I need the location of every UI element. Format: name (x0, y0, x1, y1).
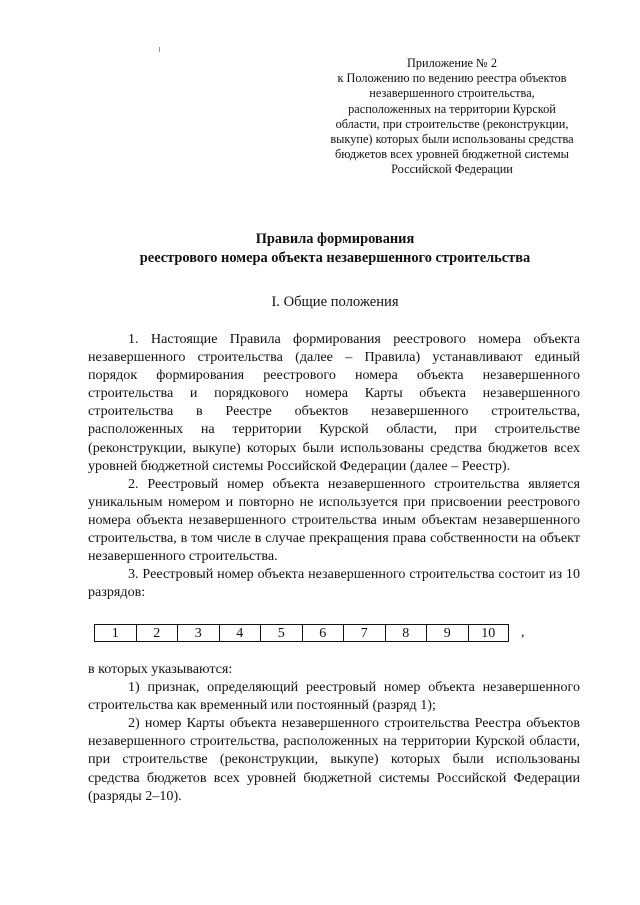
annex-line: выкупе) которых были использованы средства (330, 132, 574, 147)
annex-line: Российской Федерации (391, 162, 513, 177)
paragraph-5: 1) признак, определяющий реестровый номер объекта незавершенного строительства как временный или постоянный (разряд 1); (88, 679, 580, 714)
digit-cell: 5 (260, 624, 302, 642)
digit-cell: 8 (385, 624, 427, 642)
digit-cell: 9 (426, 624, 468, 642)
digits-trailing-comma: , (521, 625, 525, 640)
annex-line: расположенных на территории Курской (348, 101, 556, 116)
annex-line: бюджетов всех уровней бюджетной системы (335, 147, 569, 162)
annex-line: к Положению по ведению реестра объектов (337, 71, 567, 86)
digit-cell: 2 (136, 624, 178, 642)
body-block-2 (88, 660, 580, 805)
paragraph-2: 2. Реестровый номер объекта незавершенного строительства является уникальным номером и повторно не используется при присвоении реестрового номера объекта незавершенного строительства иным объектам незавершенного строительства, в том числе в случае прекращения права собственности на объект незавершенного строительства. (88, 475, 580, 565)
digit-cell: 1 (94, 624, 136, 642)
paragraph-4: в которых указываются: (88, 661, 233, 677)
annex-line: Приложение № 2 (406, 56, 498, 70)
scan-mark (159, 47, 160, 52)
digit-cell: 4 (219, 624, 261, 642)
annex-line: незавершенного строительства, (369, 86, 535, 101)
document-title (80, 230, 590, 268)
paragraph-6: 2) номер Карты объекта незавершенного строительства Реестра объектов незавершенного строительства, расположенных на территории Курской области, при строительстве (реконструкции, выкупе) которых были использованы средства бюджетов всех уровней бюджетной системы Российской Федерации (разряды 2–10). (88, 715, 580, 804)
section-heading: I. Общие положения (271, 294, 399, 310)
title-line-1: Правила формирования (255, 231, 415, 247)
digit-cell: 7 (343, 624, 385, 642)
digit-cell: 6 (302, 624, 344, 642)
paragraph-3: 3. Реестровый номер объекта незавершенного строительства состоит из 10 разрядов: (88, 566, 580, 601)
digit-cell: 3 (177, 624, 219, 642)
paragraph-1: 1. Настоящие Правила формирования реестрового номера объекта незавершенного строительства (далее – Правила) устанавливают единый порядок формирования реестрового номера объекта незавершенного строительства и порядкового номера Карты объекта незавершенного строительства в Реестре объектов незавершенного строительства, расположенных на территории Курской области, при строительстве (реконструкции, выкупе) которых были использованы средства бюджетов всех уровней бюджетной системы Российской Федерации (далее – Реестр). (88, 331, 580, 474)
title-line-2: реестрового номера объекта незавершенного строительства (139, 250, 531, 266)
annex-header (318, 56, 586, 178)
register-number-digits (94, 624, 525, 642)
body-block-1 (88, 330, 580, 601)
digit-cell: 10 (468, 624, 510, 642)
annex-line: области, при строительстве (реконструкции, (335, 116, 569, 131)
